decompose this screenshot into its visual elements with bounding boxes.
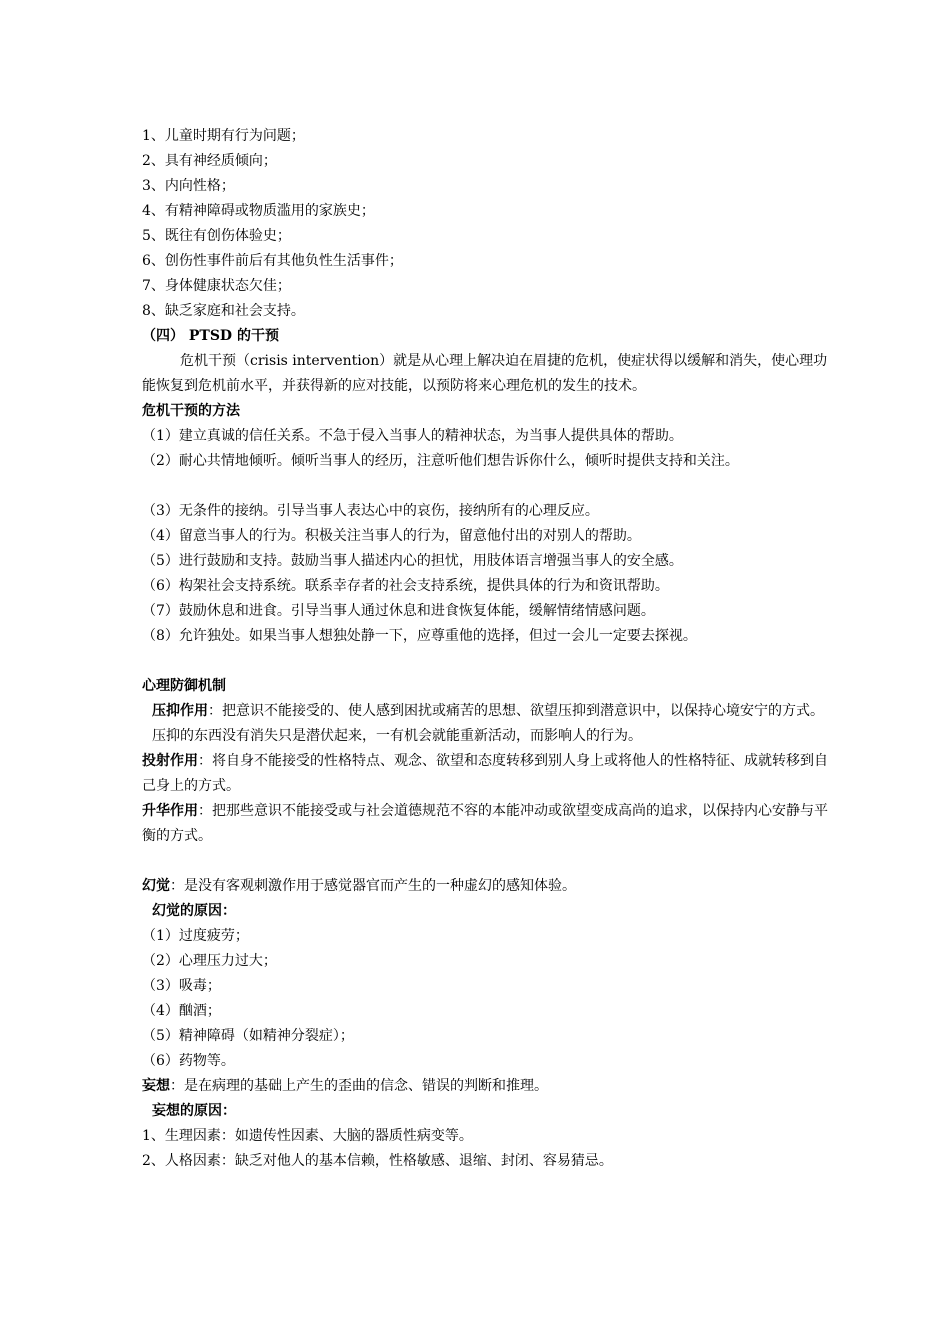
- risk-factor-list: [142, 124, 832, 324]
- blank-line: [142, 474, 832, 499]
- repression-definition: ：把意识不能接受的、使人感到困扰或痛苦的思想、欲望压抑到潜意识中，以保持心境安宁的方式。: [208, 703, 824, 719]
- hallucination-definition: [142, 874, 832, 899]
- repression-paragraph: [142, 699, 832, 724]
- delusion-text: ：是在病理的基础上产生的歪曲的信念、错误的判断和推理。: [170, 1078, 548, 1094]
- list-item: 1、儿童时期有行为问题；: [142, 128, 305, 144]
- delusion-term: 妄想: [142, 1078, 170, 1094]
- list-item: （6）药物等。: [142, 1053, 235, 1069]
- list-item: 3、内向性格；: [142, 178, 235, 194]
- crisis-method-list: [142, 424, 832, 649]
- list-item: （4）留意当事人的行为。积极关注当事人的行为，留意他付出的对别人的帮助。: [142, 528, 641, 544]
- sublimation-definition: ：把那些意识不能接受或与社会道德规范不容的本能冲动或欲望变成高尚的追求，以保持内心安静与平衡的方式。: [142, 803, 828, 844]
- repression-note: 压抑的东西没有消失只是潜伏起来，一有机会就能重新活动，而影响人的行为。: [152, 728, 642, 744]
- section-heading-defense-mechanisms: 心理防御机制: [142, 678, 226, 694]
- list-item: （6）构架社会支持系统。联系幸存者的社会支持系统，提供具体的行为和资讯帮助。: [142, 578, 669, 594]
- list-item: （3）吸毒；: [142, 978, 221, 994]
- list-item: （5）精神障碍（如精神分裂症）；: [142, 1028, 354, 1044]
- document-page: [142, 124, 832, 1174]
- list-item: 6、创伤性事件前后有其他负性生活事件；: [142, 253, 403, 269]
- list-item: （8）允许独处。如果当事人想独处静一下，应尊重他的选择，但过一会儿一定要去探视。: [142, 628, 697, 644]
- hallucination-text: ：是没有客观刺激作用于感觉器官而产生的一种虚幻的感知体验。: [170, 878, 576, 894]
- list-item: 1、生理因素：如遗传性因素、大脑的器质性病变等。: [142, 1128, 473, 1144]
- delusion-definition: [142, 1074, 832, 1099]
- hallucination-cause-list: [142, 924, 832, 1074]
- sublimation-term: 升华作用: [142, 803, 198, 819]
- list-item: （1）过度疲劳；: [142, 928, 249, 944]
- list-item: （7）鼓励休息和进食。引导当事人通过休息和进食恢复体能，缓解情绪情感问题。: [142, 603, 655, 619]
- list-item: （4）酗酒；: [142, 1003, 221, 1019]
- list-item: （3）无条件的接纳。引导当事人表达心中的哀伤，接纳所有的心理反应。: [142, 503, 599, 519]
- repression-term: 压抑作用: [152, 703, 208, 719]
- list-item: 2、人格因素：缺乏对他人的基本信赖，性格敏感、退缩、封闭、容易猜忌。: [142, 1153, 613, 1169]
- sublimation-paragraph: [142, 799, 832, 849]
- section-heading-ptsd-intervention: （四） PTSD 的干预: [142, 328, 279, 344]
- delusion-causes-heading: 妄想的原因：: [152, 1103, 236, 1119]
- list-item: 5、既往有创伤体验史；: [142, 228, 291, 244]
- delusion-cause-list: [142, 1124, 832, 1174]
- list-item: 7、身体健康状态欠佳；: [142, 278, 291, 294]
- list-item: 8、缺乏家庭和社会支持。: [142, 303, 305, 319]
- crisis-intervention-definition: 危机干预（crisis intervention）就是从心理上解决迫在眉捷的危机，使症状得以缓解和消失，使心理功能恢复到危机前水平，并获得新的应对技能，以预防将来心理危机的发生的技术。: [142, 353, 828, 394]
- projection-paragraph: [142, 749, 832, 799]
- blank-line: [142, 849, 832, 874]
- list-item: （5）进行鼓励和支持。鼓励当事人描述内心的担忧，用肢体语言增强当事人的安全感。: [142, 553, 683, 569]
- list-item: （2）耐心共情地倾听。倾听当事人的经历，注意听他们想告诉你什么，倾听时提供支持和关注。: [142, 453, 739, 469]
- list-item: 2、具有神经质倾向；: [142, 153, 277, 169]
- projection-definition: ：将自身不能接受的性格特点、观念、欲望和态度转移到别人身上或将他人的性格特征、成就转移到自己身上的方式。: [142, 753, 828, 794]
- blank-line: [142, 649, 832, 674]
- list-item: （1）建立真诚的信任关系。不急于侵入当事人的精神状态，为当事人提供具体的帮助。: [142, 428, 683, 444]
- list-item: （2）心理压力过大；: [142, 953, 277, 969]
- hallucination-term: 幻觉: [142, 878, 170, 894]
- list-item: 4、有精神障碍或物质滥用的家族史；: [142, 203, 375, 219]
- section-heading-crisis-methods: 危机干预的方法: [142, 403, 240, 419]
- projection-term: 投射作用: [142, 753, 198, 769]
- hallucination-causes-heading: 幻觉的原因：: [152, 903, 236, 919]
